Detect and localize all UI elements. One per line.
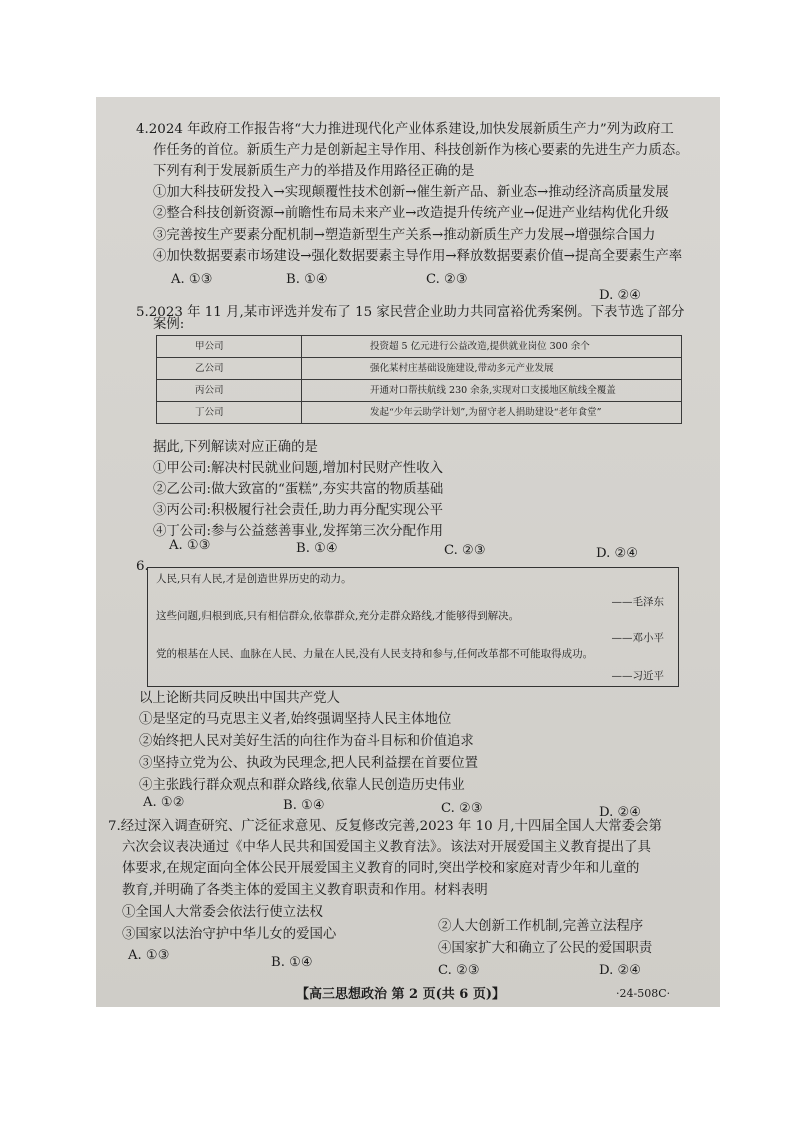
q6-item-3: ③坚持立党为公、执政为民理念,把人民利益摆在首要位置 <box>139 756 479 771</box>
q4-line-1: 4.2024 年政府工作报告将“大力推进现代化产业体系建设,加快发展新质生产力”列为政府工 <box>136 122 674 137</box>
quote-author: ——毛泽东 <box>611 596 664 608</box>
q5-option-d: D. ②④ <box>596 546 639 561</box>
q4-item-2: ②整合科技创新资源→前瞻性布局未来产业→改造提升传统产业→促进产业结构优化升级 <box>153 206 669 221</box>
q7-option-c: C. ②③ <box>438 963 480 978</box>
quote-text: 党的根基在人民、血脉在人民、力量在人民,没有人民支持和参与,任何改革都不可能取得成功。 <box>156 648 594 660</box>
q4-item-4: ④加快数据要素市场建设→强化数据要素主导作用→释放数据要素价值→提高全要素生产率 <box>153 249 683 264</box>
q7-line-4: 教育,并明确了各类主体的爱国主义教育职责和作用。材料表明 <box>122 883 488 898</box>
q5-prompt: 据此,下列解读对应正确的是 <box>153 440 318 455</box>
page-footer-title: 【高三思想政治 第 2 页(共 6 页)】 <box>296 987 506 1002</box>
q4-line-2: 作任务的首位。新质生产力是创新起主导作用、科技创新作为核心要素的先进生产力质态。 <box>153 143 689 158</box>
q4-option-b: B. ①④ <box>286 272 328 287</box>
company-case: 开通对口帮扶航线 230 余条,实现对口支援地区航线全覆盖 <box>302 380 682 402</box>
table-row <box>157 402 682 424</box>
q6-prompt: 以上论断共同反映出中国共产党人 <box>139 691 340 706</box>
q7-option-d: D. ②④ <box>599 963 642 978</box>
quote-author: ——邓小平 <box>611 632 664 644</box>
q4-line-3: 下列有利于发展新质生产力的举措及作用路径正确的是 <box>153 164 475 179</box>
company-case: 发起“少年云助学计划”,为留守老人捐助建设“老年食堂” <box>302 402 682 424</box>
q4-option-d: D. ②④ <box>599 288 642 303</box>
quote-text: 这些问题,归根到底,只有相信群众,依靠群众,充分走群众路线,才能够得到解决。 <box>156 610 520 622</box>
q6-quote-box <box>147 567 679 687</box>
q6-item-2: ②始终把人民对美好生活的向往作为奋斗目标和价值追求 <box>139 734 474 749</box>
table-row <box>157 336 682 358</box>
q7-item-2: ②人大创新工作机制,完善立法程序 <box>438 919 644 934</box>
q7-line-1: 7.经过深入调查研究、广泛征求意见、反复修改完善,2023 年 10 月,十四届全国人大常委会第 <box>108 819 662 834</box>
q5-line-2: 案例: <box>153 317 185 332</box>
q5-item-3: ③丙公司:积极履行社会责任,助力再分配实现公平 <box>153 503 443 518</box>
q6-option-c: C. ②③ <box>441 801 483 816</box>
q5-option-b: B. ①④ <box>296 541 338 556</box>
q4-item-3: ③完善按生产要素分配机制→塑造新型生产关系→推动新质生产力发展→增强综合国力 <box>153 228 656 243</box>
q7-option-a: A. ①③ <box>128 948 170 963</box>
company-name: 丙公司 <box>157 380 302 402</box>
company-case: 投资超 5 亿元进行公益改造,提供就业岗位 300 余个 <box>302 336 682 358</box>
q6-number: 6. <box>136 559 149 574</box>
q7-option-b: B. ①④ <box>271 955 313 970</box>
q6-option-b: B. ①④ <box>283 798 325 813</box>
q7-line-3: 体要求,在规定面向全体公民开展爱国主义教育的同时,突出学校和家庭对青少年和儿童的 <box>122 861 640 876</box>
q5-item-4: ④丁公司:参与公益慈善事业,发挥第三次分配作用 <box>153 524 443 539</box>
q5-case-table <box>156 335 682 424</box>
q7-item-4: ④国家扩大和确立了公民的爱国职责 <box>438 941 653 956</box>
q5-option-c: C. ②③ <box>444 543 486 558</box>
table-row <box>157 380 682 402</box>
q7-item-1: ①全国人大常委会依法行使立法权 <box>122 905 323 920</box>
company-name: 丁公司 <box>157 402 302 424</box>
q7-item-3: ③国家以法治守护中华儿女的爱国心 <box>122 927 337 942</box>
exam-page <box>96 97 720 1007</box>
q6-item-4: ④主张践行群众观点和群众路线,依靠人民创造历史伟业 <box>139 778 465 793</box>
q6-option-d: D. ②④ <box>599 805 642 820</box>
q5-option-a: A. ①③ <box>169 538 211 553</box>
q5-item-1: ①甲公司:解决村民就业问题,增加村民财产性收入 <box>153 461 443 476</box>
company-case: 强化某村庄基础设施建设,带动多元产业发展 <box>302 358 682 380</box>
quote-author: ——习近平 <box>611 670 664 682</box>
page-footer-code: ·24-508C· <box>616 987 671 1000</box>
table-row <box>157 358 682 380</box>
q5-item-2: ②乙公司:做大致富的“蛋糕”,夯实共富的物质基础 <box>153 482 444 497</box>
q7-line-2: 六次会议表决通过《中华人民共和国爱国主义教育法》。该法对开展爱国主义教育提出了具 <box>122 840 651 855</box>
quote-text: 人民,只有人民,才是创造世界历史的动力。 <box>156 573 352 585</box>
q4-item-1: ①加大科技研发投入→实现颠覆性技术创新→催生新产品、新业态→推动经济高质量发展 <box>153 185 669 200</box>
q6-option-a: A. ①② <box>143 795 185 810</box>
q4-option-c: C. ②③ <box>426 272 468 287</box>
company-name: 乙公司 <box>157 358 302 380</box>
q5-line-1: 5.2023 年 11 月,某市评选并发布了 15 家民营企业助力共同富裕优秀案例。下表节选了部分 <box>136 305 685 320</box>
company-name: 甲公司 <box>157 336 302 358</box>
q4-option-a: A. ①③ <box>171 272 213 287</box>
q6-item-1: ①是坚定的马克思主义者,始终强调坚持人民主体地位 <box>139 712 452 727</box>
